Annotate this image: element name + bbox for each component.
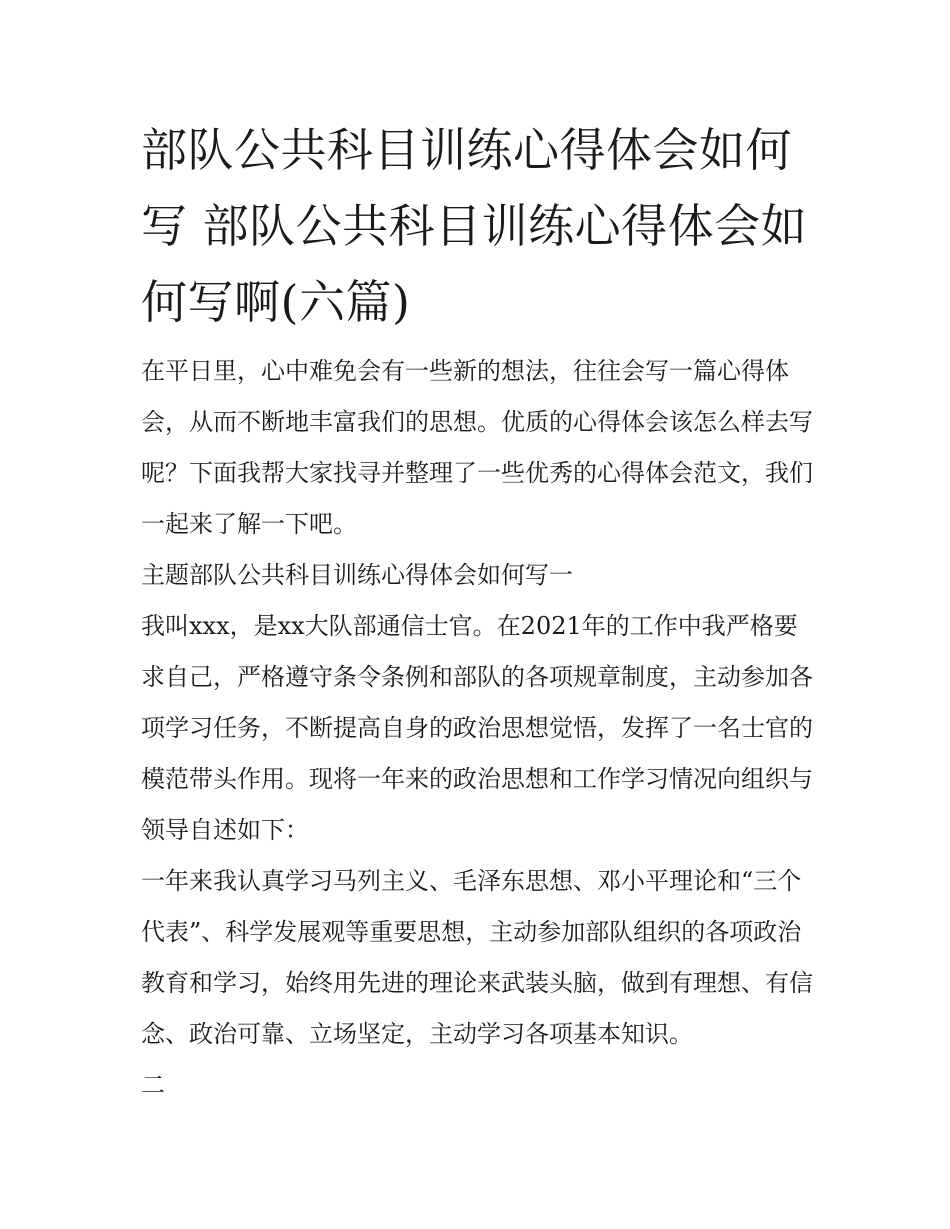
body-paragraph: 我叫xxx，是xx大队部通信士官。在2021年的工作中我严格要求自己，严格遵守条令条例和部队的各项规章制度，主动参加各项学习任务，不断提高自身的政治思想觉悟，发挥了一名士官的模范带头作用。现将一年来的政治思想和工作学习情况向组织与领导自述如下：: [141, 612, 813, 844]
section-number: 二: [141, 1071, 165, 1099]
document-body: [141, 112, 813, 1111]
intro-paragraph: 在平日里，心中难免会有一些新的想法，往往会写一篇心得体会，从而不断地丰富我们的思想。优质的心得体会该怎么样去写呢？下面我帮大家找寻并整理了一些优秀的心得体会范文，我们一起来了解一下吧。: [141, 357, 813, 538]
body-paragraph: 一年来我认真学习马列主义、毛泽东思想、邓小平理论和“三个代表”、科学发展观等重要思想，主动参加部队组织的各项政治教育和学习，始终用先进的理论来武装头脑，做到有理想、有信念、政治可靠、立场坚定，主动学习各项基本知识。: [141, 867, 813, 1048]
document-title: 部队公共科目训练心得体会如何写 部队公共科目训练心得体会如何写啊(六篇): [141, 123, 808, 329]
section-heading: 主题部队公共科目训练心得体会如何写一: [141, 561, 573, 589]
